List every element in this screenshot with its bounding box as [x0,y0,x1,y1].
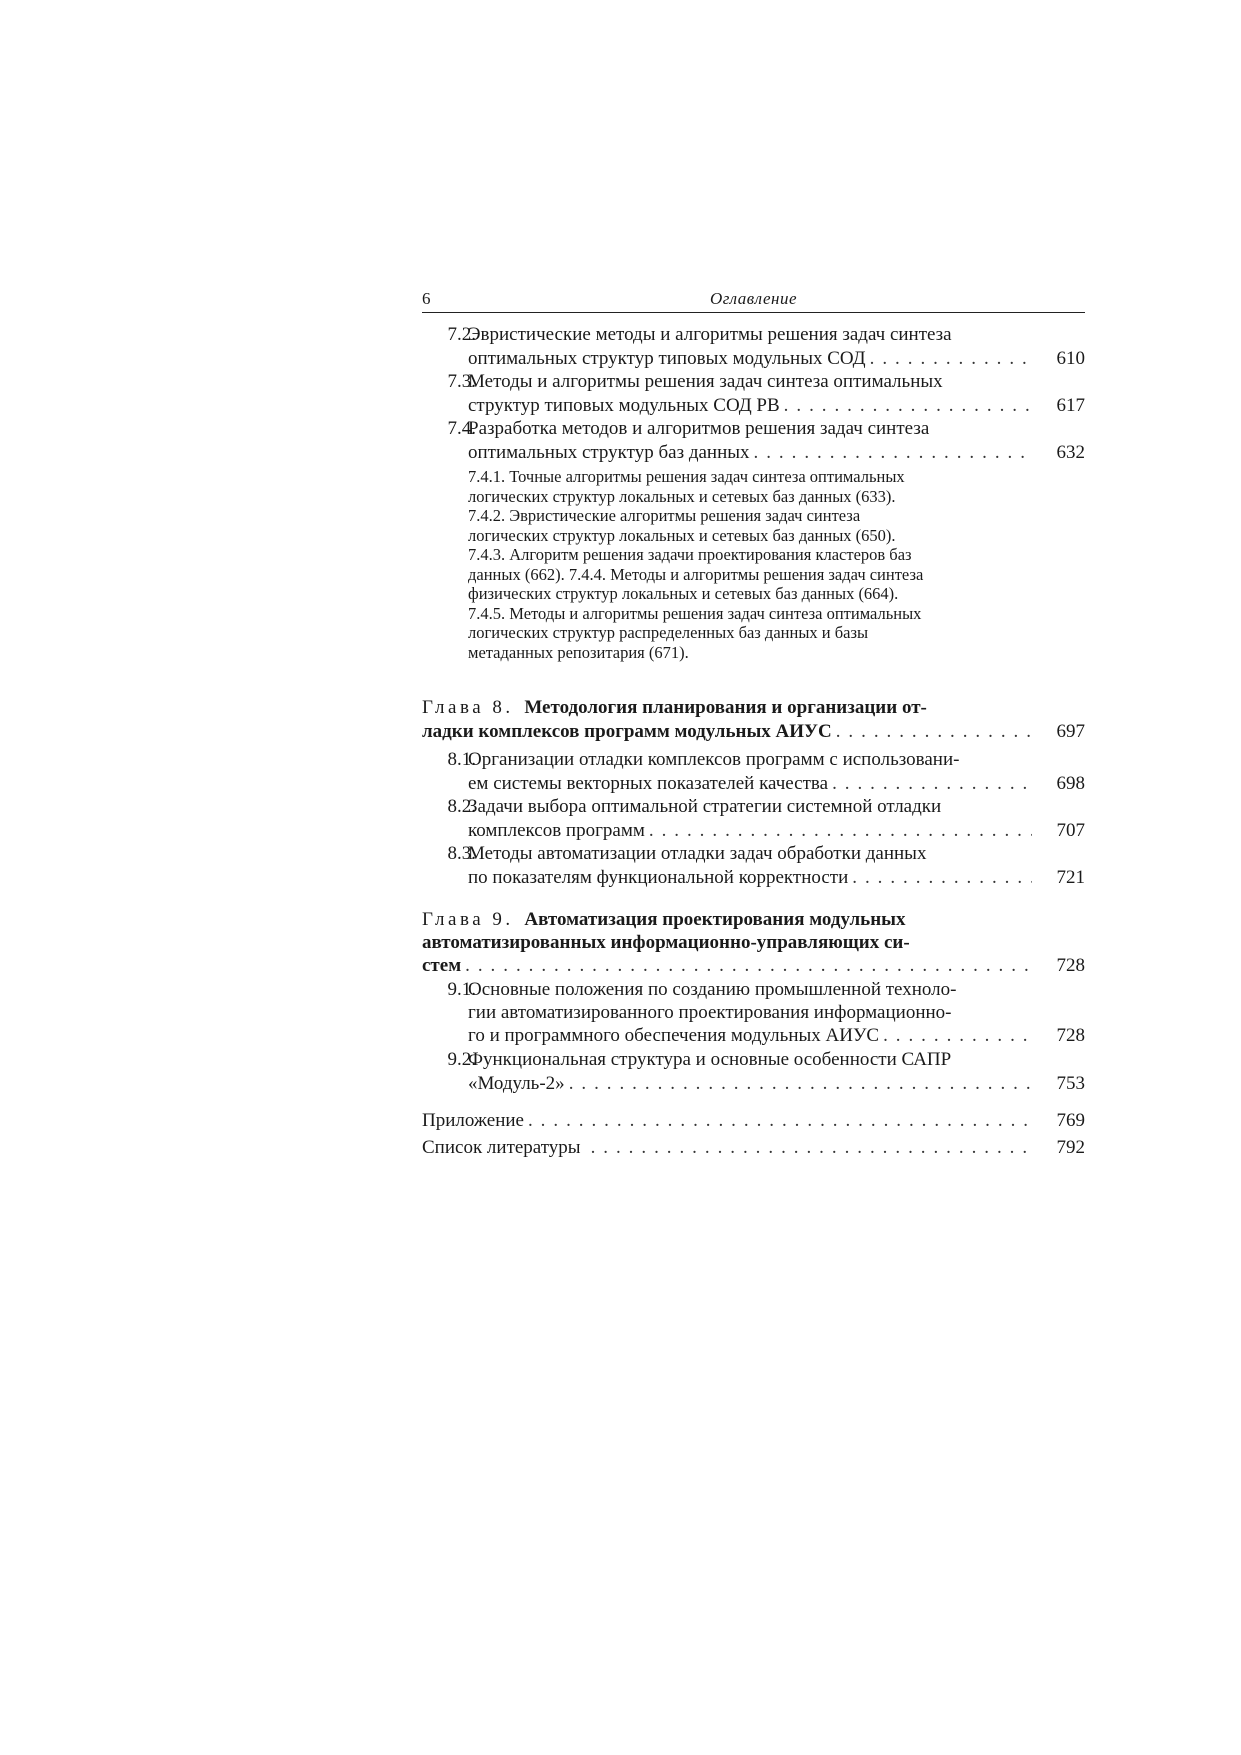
entry-number: 9.1. [447,979,476,1000]
entry-page: 610 [1056,348,1085,369]
leader-dots [569,1072,1032,1096]
chapter-label: Глава 8. [422,697,514,718]
chapter-page: 728 [1056,955,1085,976]
entry-title-line: «Модуль-2» [468,1073,565,1094]
leader-dots [528,1109,1032,1133]
entry-number: 7.3. [447,371,476,392]
entry-title-line: Задачи выбора оптимальной стратегии системной отладки [468,796,942,817]
leader-dots [784,394,1032,418]
subsection-line: физических структур локальных и сетевых баз данных (664). [468,584,899,603]
entry-title-line: по показателям функциональной корректности [468,867,849,888]
entry-page: 728 [1056,1025,1085,1046]
entry-number: 7.4. [447,418,476,439]
entry-title-line: оптимальных структур баз данных [468,442,750,463]
leader-dots [836,720,1032,744]
chapter-title-line: автоматизированных информационно-управляющих си- [422,932,910,953]
running-header [422,288,1085,313]
entry-title-line: Основные положения по созданию промышленной техноло- [468,979,957,1000]
entry-title-line: структур типовых модульных СОД РВ [468,395,780,416]
leader-dots [591,1136,1032,1160]
chapter-page: 697 [1056,721,1085,742]
entry-title-line: Приложение [422,1110,524,1131]
subsection-line: 7.4.5. Методы и алгоритмы решения задач синтеза оптимальных [468,603,922,623]
subsection-line: логических структур локальных и сетевых баз данных (633). [468,486,896,506]
entry-title-line: Методы автоматизации отладки задач обработки данных [468,843,927,864]
entry-page: 721 [1056,867,1085,888]
chapter-title-line: стем [422,955,462,976]
running-title: Оглавление [709,289,798,308]
leader-dots [465,954,1032,978]
entry-title-line: оптимальных структур типовых модульных СОД [468,348,866,369]
chapter-title-line: ладки комплексов программ модульных АИУС [422,721,832,742]
entry-title-line: Список литературы [422,1137,581,1158]
subsection-line: 7.4.1. Точные алгоритмы решения задач синтеза оптимальных [468,467,905,486]
entry-number: 8.2. [447,796,476,817]
entry-number: 8.3. [447,843,476,864]
subsection-line: данных (662). 7.4.4. Методы и алгоритмы решения задач синтеза [468,564,924,584]
entry-title-line: комплексов программ [468,820,645,841]
entry-page: 632 [1056,442,1085,463]
chapter-title-line: Автоматизация проектирования модульных [524,909,906,930]
entry-title-line: Функциональная структура и основные особенности САПР [468,1049,952,1070]
entry-title-line: Методы и алгоритмы решения задач синтеза оптимальных [468,371,943,392]
entry-page: 707 [1056,820,1085,841]
subsection-line: логических структур локальных и сетевых баз данных (650). [468,525,896,545]
subsection-line: 7.4.2. Эвристические алгоритмы решения задач синтеза [468,506,861,525]
entry-title-line: Разработка методов и алгоритмов решения задач синтеза [468,418,930,439]
entry-title-line: Организации отладки комплексов программ с использовани- [468,749,960,770]
entry-number: 9.2. [447,1049,476,1070]
entry-page: 753 [1056,1073,1085,1094]
leader-dots [852,866,1032,890]
entry-page: 769 [1056,1110,1085,1131]
leader-dots [883,1024,1032,1048]
leader-dots [754,441,1032,465]
entry-number: 7.2. [447,324,476,345]
entry-page: 698 [1056,773,1085,794]
subsection-line: 7.4.3. Алгоритм решения задачи проектирования кластеров баз [468,545,912,564]
entry-title-line: ем системы векторных показателей качества [468,773,829,794]
leader-dots [870,347,1032,371]
chapter-label: Глава 9. [422,909,514,930]
chapter-title-line: Методология планирования и организации от- [524,697,927,718]
entry-page: 617 [1056,395,1085,416]
entry-title-line: Эвристические методы и алгоритмы решения задач синтеза [468,324,952,345]
subsection-line: логических структур распределенных баз данных и базы [468,623,869,642]
entry-title-line: го и программного обеспечения модульных АИУС [468,1025,880,1046]
subsection-line: метаданных репозитария (671). [468,642,689,662]
entry-title-line: гии автоматизированного проектирования информационно- [468,1002,952,1023]
leader-dots [832,772,1032,796]
leader-dots [649,819,1032,843]
entry-page: 792 [1056,1137,1085,1158]
entry-number: 8.1. [447,749,476,770]
page-number: 6 [422,289,431,308]
